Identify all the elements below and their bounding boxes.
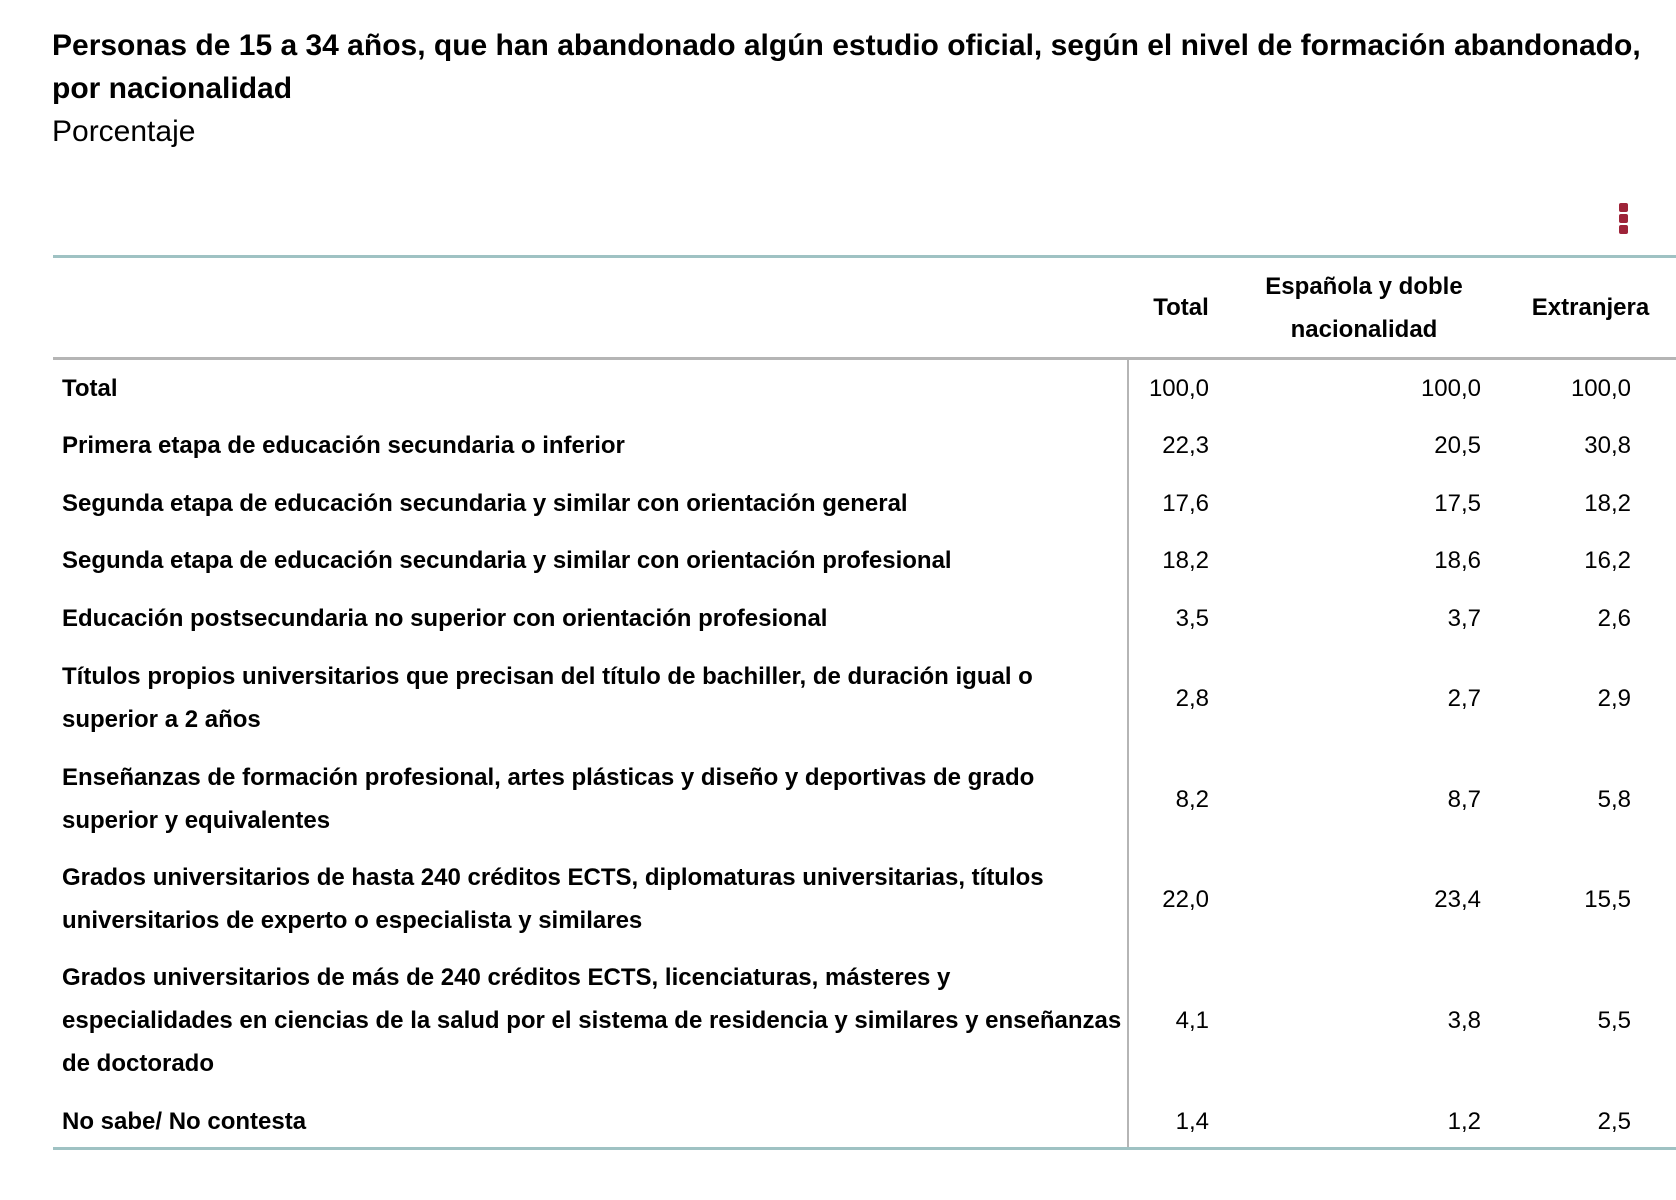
cell-extranjera: 2,6 [1597, 605, 1631, 632]
table-row [53, 1100, 1676, 1143]
header-divider [53, 357, 1676, 360]
cell-espanola: 8,7 [1447, 785, 1481, 813]
cell-total: 1,4 [1175, 1108, 1209, 1135]
column-header-espanola: Española y doble nacionalidad [1265, 272, 1463, 343]
table-row [53, 539, 1676, 582]
cell-total: 4,1 [1175, 1007, 1209, 1034]
table-row [53, 482, 1676, 525]
row-label: Educación postsecundaria no superior con orientación profesional [62, 605, 828, 632]
cell-extranjera: 2,5 [1597, 1108, 1631, 1135]
row-label: Segunda etapa de educación secundaria y similar con orientación profesional [62, 547, 952, 574]
column-header-extranjera: Extranjera [1531, 294, 1650, 321]
cell-total: 2,8 [1175, 684, 1209, 712]
cell-espanola: 3,8 [1447, 1007, 1481, 1034]
cell-extranjera: 100,0 [1570, 375, 1631, 402]
cell-espanola: 100,0 [1420, 375, 1481, 402]
row-label: Total [62, 375, 118, 402]
cell-total: 8,2 [1175, 785, 1209, 813]
table-row [53, 956, 1676, 1085]
cell-extranjera: 16,2 [1584, 547, 1631, 574]
menu-dot [1619, 225, 1628, 234]
row-label: Primera etapa de educación secundaria o inferior [62, 432, 625, 459]
cell-extranjera: 15,5 [1584, 885, 1631, 913]
cell-total: 22,3 [1162, 432, 1209, 459]
cell-extranjera: 2,9 [1597, 684, 1631, 712]
cell-espanola: 20,5 [1434, 432, 1481, 459]
cell-espanola: 18,6 [1434, 547, 1481, 574]
table-row [53, 424, 1676, 467]
page-subtitle: Porcentaje [52, 115, 196, 148]
menu-dot [1619, 203, 1628, 212]
data-table [53, 255, 1676, 1150]
row-label: Títulos propios universitarios que precisan del título de bachiller, de duración igual o superior a 2 años [62, 663, 1033, 733]
cell-espanola: 17,5 [1434, 490, 1481, 517]
cell-extranjera: 5,5 [1597, 1007, 1631, 1034]
table-row [53, 367, 1676, 410]
cell-total: 18,2 [1162, 547, 1209, 574]
cell-espanola: 3,7 [1447, 605, 1481, 632]
table-row [53, 756, 1676, 842]
cell-espanola: 1,2 [1447, 1108, 1481, 1135]
cell-total: 100,0 [1148, 375, 1209, 402]
row-label: No sabe/ No contesta [62, 1108, 307, 1135]
cell-espanola: 2,7 [1447, 684, 1481, 712]
cell-espanola: 23,4 [1434, 885, 1481, 913]
row-label: Grados universitarios de hasta 240 créditos ECTS, diplomaturas universitarias, títulos universitarios de experto o especialista y similares [62, 864, 1044, 934]
cell-total: 22,0 [1162, 885, 1209, 913]
cell-total: 3,5 [1175, 605, 1209, 632]
menu-dot [1619, 214, 1628, 223]
row-label: Grados universitarios de más de 240 créditos ECTS, licenciaturas, másteres y especialidades en ciencias de la salud por el sistema de residencia y similares y enseñanzas de doctorado [62, 964, 1122, 1077]
column-header-total: Total [1153, 294, 1209, 321]
cell-total: 17,6 [1162, 490, 1209, 517]
row-label: Enseñanzas de formación profesional, artes plásticas y diseño y deportivas de grado superior y equivalentes [62, 764, 1035, 834]
table-bottom-border [53, 1147, 1676, 1150]
page-title: Personas de 15 a 34 años, que han abandonado algún estudio oficial, según el nivel de formación abandonado, por nacionalidad [52, 29, 1641, 105]
row-label: Segunda etapa de educación secundaria y similar con orientación general [62, 490, 908, 517]
cell-extranjera: 30,8 [1584, 432, 1631, 459]
table-row [53, 597, 1676, 640]
table-row [53, 856, 1676, 942]
table-row [53, 655, 1676, 741]
kebab-menu-icon[interactable] [1614, 198, 1634, 238]
cell-extranjera: 18,2 [1584, 490, 1631, 517]
cell-extranjera: 5,8 [1597, 785, 1631, 813]
